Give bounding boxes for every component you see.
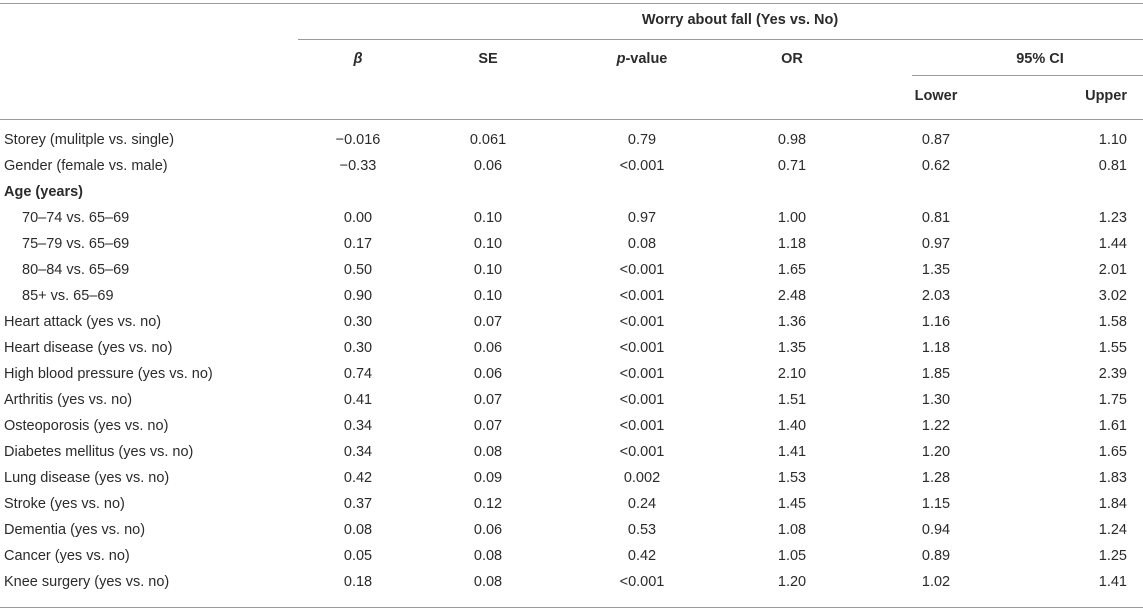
ci-underline	[912, 75, 1143, 76]
cell-beta: 0.17	[343, 236, 373, 252]
cell-or: 2.48	[777, 288, 807, 304]
table-row	[0, 413, 1143, 439]
table-row	[0, 179, 1143, 205]
cell-beta: −0.33	[339, 158, 377, 174]
cell-p: 0.08	[627, 236, 657, 252]
cell-or: 0.98	[777, 132, 807, 148]
p-italic: p	[616, 51, 626, 67]
cell-beta: 0.50	[343, 262, 373, 278]
cell-upper: 1.84	[1098, 496, 1127, 512]
cell-beta: 0.34	[343, 444, 373, 460]
cell-se: 0.09	[473, 470, 503, 486]
cell-lower: 0.97	[921, 236, 951, 252]
cell-se: 0.06	[473, 158, 503, 174]
cell-se: 0.10	[473, 210, 503, 226]
row-label: Dementia (yes vs. no)	[4, 522, 146, 538]
p-suffix: -value	[625, 51, 668, 67]
cell-beta: −0.016	[335, 132, 381, 148]
cell-lower: 1.35	[921, 262, 951, 278]
cell-se: 0.10	[473, 236, 503, 252]
cell-upper: 1.55	[1098, 340, 1127, 356]
cell-p: <0.001	[619, 392, 665, 408]
table-row	[0, 465, 1143, 491]
table-row	[0, 361, 1143, 387]
cell-se: 0.10	[473, 288, 503, 304]
row-label: Stroke (yes vs. no)	[4, 496, 125, 512]
cell-p: <0.001	[619, 366, 665, 382]
cell-or: 1.65	[777, 262, 807, 278]
cell-beta: 0.05	[343, 548, 373, 564]
table-row	[0, 387, 1143, 413]
cell-se: 0.08	[473, 548, 503, 564]
cell-or: 1.41	[777, 444, 807, 460]
row-label: Heart disease (yes vs. no)	[4, 340, 173, 356]
table-row	[0, 205, 1143, 231]
cell-or: 1.00	[777, 210, 807, 226]
row-label: 85+ vs. 65–69	[22, 288, 114, 304]
cell-upper: 1.41	[1098, 574, 1127, 590]
cell-upper: 1.83	[1098, 470, 1127, 486]
cell-upper: 1.75	[1098, 392, 1127, 408]
cell-or: 1.53	[777, 470, 807, 486]
cell-se: 0.07	[473, 418, 503, 434]
cell-p: 0.53	[627, 522, 657, 538]
cell-upper: 0.81	[1098, 158, 1127, 174]
cell-beta: 0.41	[343, 392, 373, 408]
cell-or: 1.36	[777, 314, 807, 330]
cell-lower: 0.62	[921, 158, 951, 174]
row-label: Diabetes mellitus (yes vs. no)	[4, 444, 194, 460]
cell-se: 0.07	[473, 392, 503, 408]
cell-se: 0.08	[473, 444, 503, 460]
cell-lower: 0.89	[921, 548, 951, 564]
cell-se: 0.06	[473, 340, 503, 356]
cell-lower: 0.87	[921, 132, 951, 148]
table-row	[0, 569, 1143, 595]
cell-p: <0.001	[619, 288, 665, 304]
cell-lower: 1.85	[921, 366, 951, 382]
cell-p: <0.001	[619, 444, 665, 460]
cell-or: 1.35	[777, 340, 807, 356]
cell-or: 1.18	[777, 236, 807, 252]
cell-or: 1.05	[777, 548, 807, 564]
cell-p: 0.42	[627, 548, 657, 564]
cell-p: <0.001	[619, 340, 665, 356]
col-header-ci: 95% CI	[1016, 51, 1064, 67]
table-row	[0, 153, 1143, 179]
cell-p: 0.97	[627, 210, 657, 226]
row-label: Storey (mulitple vs. single)	[4, 132, 175, 148]
col-header-or: OR	[781, 51, 803, 67]
cell-se: 0.12	[473, 496, 503, 512]
row-label: Heart attack (yes vs. no)	[4, 314, 162, 330]
cell-or: 1.08	[777, 522, 807, 538]
cell-or: 2.10	[777, 366, 807, 382]
table-bottom-rule	[0, 607, 1143, 608]
cell-beta: 0.08	[343, 522, 373, 538]
table-row	[0, 127, 1143, 153]
cell-beta: 0.90	[343, 288, 373, 304]
cell-upper: 2.01	[1098, 262, 1127, 278]
section-label: Age (years)	[4, 184, 83, 200]
cell-p: <0.001	[619, 262, 665, 278]
cell-se: 0.06	[473, 522, 503, 538]
cell-upper: 1.44	[1098, 236, 1127, 252]
cell-lower: 1.30	[921, 392, 951, 408]
cell-lower: 0.81	[921, 210, 951, 226]
cell-lower: 1.16	[921, 314, 951, 330]
cell-lower: 1.22	[921, 418, 951, 434]
header-bottom-rule	[0, 119, 1143, 120]
cell-upper: 3.02	[1098, 288, 1127, 304]
cell-p: <0.001	[619, 314, 665, 330]
table-row	[0, 517, 1143, 543]
row-label: Arthritis (yes vs. no)	[4, 392, 133, 408]
cell-beta: 0.30	[343, 314, 373, 330]
table-row	[0, 231, 1143, 257]
cell-p: <0.001	[619, 158, 665, 174]
table-row	[0, 335, 1143, 361]
beta-symbol: β	[353, 51, 363, 67]
cell-lower: 1.28	[921, 470, 951, 486]
cell-lower: 1.20	[921, 444, 951, 460]
row-label: 75–79 vs. 65–69	[22, 236, 130, 252]
cell-se: 0.10	[473, 262, 503, 278]
cell-beta: 0.34	[343, 418, 373, 434]
cell-se: 0.061	[469, 132, 507, 148]
col-header-beta	[298, 49, 418, 69]
table-row	[0, 491, 1143, 517]
group-title: Worry about fall (Yes vs. No)	[641, 12, 839, 28]
cell-p: 0.79	[627, 132, 657, 148]
cell-beta: 0.18	[343, 574, 373, 590]
cell-lower: 2.03	[921, 288, 951, 304]
table-row	[0, 283, 1143, 309]
row-label: Gender (female vs. male)	[4, 158, 168, 174]
row-label: High blood pressure (yes vs. no)	[4, 366, 213, 382]
group-title-underline	[298, 39, 1143, 40]
cell-lower: 1.02	[921, 574, 951, 590]
col-header-p-value	[582, 49, 702, 69]
cell-lower: 0.94	[921, 522, 951, 538]
cell-lower: 1.18	[921, 340, 951, 356]
cell-beta: 0.30	[343, 340, 373, 356]
table-row	[0, 309, 1143, 335]
col-header-upper: Upper	[1085, 88, 1127, 104]
cell-se: 0.06	[473, 366, 503, 382]
cell-beta: 0.00	[343, 210, 373, 226]
row-label: Osteoporosis (yes vs. no)	[4, 418, 169, 434]
row-label: Cancer (yes vs. no)	[4, 548, 130, 564]
cell-upper: 1.25	[1098, 548, 1127, 564]
cell-p: <0.001	[619, 418, 665, 434]
cell-upper: 1.23	[1098, 210, 1127, 226]
cell-se: 0.08	[473, 574, 503, 590]
cell-or: 1.45	[777, 496, 807, 512]
table-row	[0, 257, 1143, 283]
table-top-rule	[0, 3, 1143, 4]
cell-beta: 0.37	[343, 496, 373, 512]
cell-se: 0.07	[473, 314, 503, 330]
cell-or: 1.40	[777, 418, 807, 434]
cell-upper: 1.10	[1098, 132, 1127, 148]
cell-or: 1.20	[777, 574, 807, 590]
table-row	[0, 439, 1143, 465]
cell-beta: 0.74	[343, 366, 373, 382]
cell-or: 0.71	[777, 158, 807, 174]
table-row	[0, 543, 1143, 569]
cell-lower: 1.15	[921, 496, 951, 512]
cell-or: 1.51	[777, 392, 807, 408]
cell-upper: 1.65	[1098, 444, 1127, 460]
cell-p: 0.24	[627, 496, 657, 512]
cell-upper: 1.58	[1098, 314, 1127, 330]
row-label: Knee surgery (yes vs. no)	[4, 574, 170, 590]
col-header-lower: Lower	[914, 88, 958, 104]
cell-upper: 1.61	[1098, 418, 1127, 434]
row-label: 80–84 vs. 65–69	[22, 262, 130, 278]
col-header-se: SE	[478, 51, 498, 67]
cell-beta: 0.42	[343, 470, 373, 486]
cell-upper: 1.24	[1098, 522, 1127, 538]
cell-p: 0.002	[623, 470, 661, 486]
cell-p: <0.001	[619, 574, 665, 590]
row-label: Lung disease (yes vs. no)	[4, 470, 170, 486]
row-label: 70–74 vs. 65–69	[22, 210, 130, 226]
cell-upper: 2.39	[1098, 366, 1127, 382]
